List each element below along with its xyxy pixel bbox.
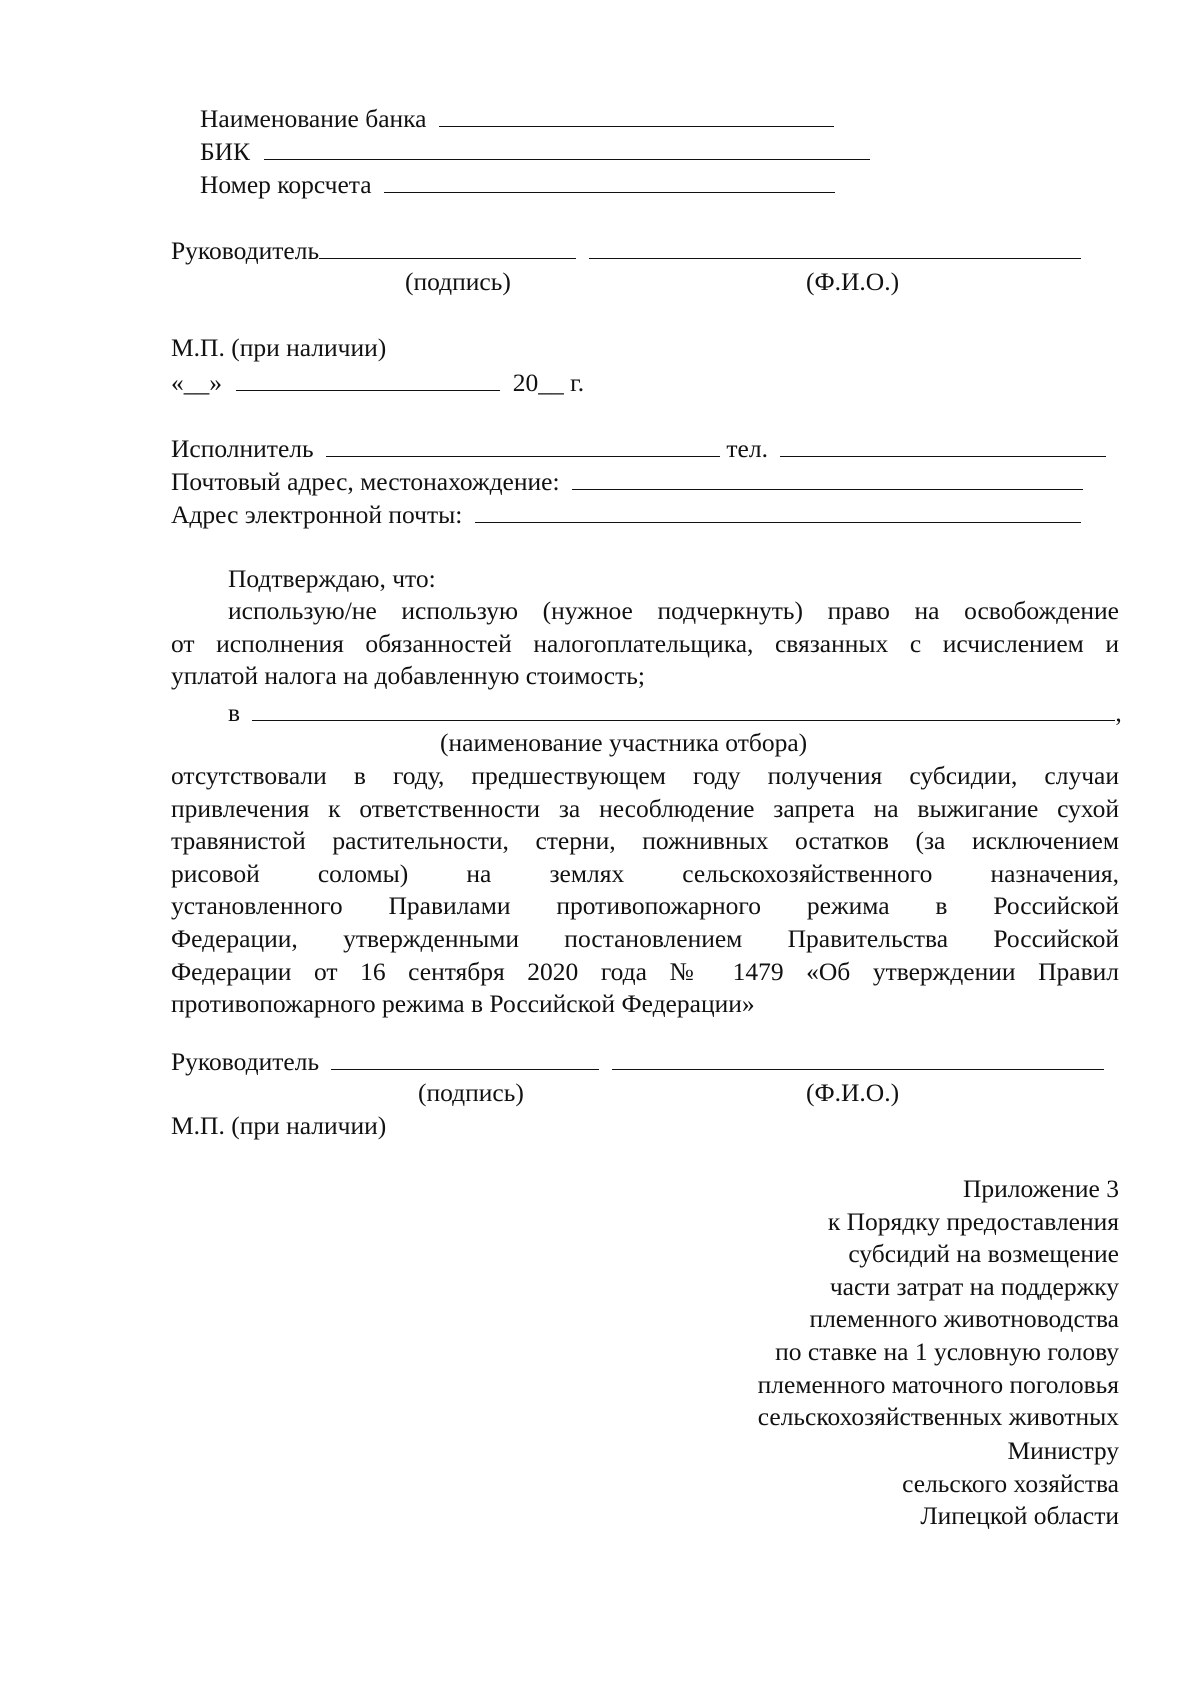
phone-field[interactable] xyxy=(780,430,1106,457)
date-day: «__» xyxy=(171,368,222,397)
vat-line: уплатой налога на добавленную стоимость; xyxy=(171,661,645,691)
appendix-line: к Порядку предоставления xyxy=(827,1206,1119,1236)
corr-account-row xyxy=(200,166,835,201)
fire-line: травянистой растительности, стерни, пожнивных остатков (за исключением xyxy=(171,826,1119,856)
appendix-line: Приложение 3 xyxy=(963,1174,1119,1203)
vat-line: от исполнения обязанностей налогоплательщика, связанных с исчислением и xyxy=(171,628,1119,658)
signature-caption-2: (подпись) xyxy=(418,1078,524,1107)
appendix-line: по ставке на 1 условную голову xyxy=(775,1336,1119,1366)
head-signature-row xyxy=(171,232,1081,267)
head-label: Руководитель xyxy=(171,236,320,265)
fio-caption-2: (Ф.И.О.) xyxy=(806,1078,900,1107)
date-row xyxy=(171,364,584,399)
fire-line: противопожарного режима в Российской Федерации» xyxy=(171,989,755,1019)
signature-caption: (подпись) xyxy=(405,267,511,296)
bank-name-field[interactable] xyxy=(439,100,834,127)
confirmation-intro: Подтверждаю, что: xyxy=(228,564,436,593)
appendix-line: сельскохозяйственных животных xyxy=(757,1402,1119,1432)
signature-field[interactable] xyxy=(319,232,576,259)
stamp-label: М.П. (при наличии) xyxy=(171,333,387,362)
bank-name-label: Наименование банка xyxy=(200,104,427,133)
postal-label: Почтовый адрес, местонахождение: xyxy=(171,467,560,496)
fire-paragraph xyxy=(171,760,1119,1021)
executor-label: Исполнитель xyxy=(171,434,314,463)
email-label: Адрес электронной почты: xyxy=(171,500,463,529)
in-prefix: в xyxy=(228,698,241,727)
executor-field[interactable] xyxy=(326,430,720,457)
vat-line: использую/не использую (нужное подчеркнуть) право на освобождение xyxy=(228,596,1119,625)
fire-line: установленного Правилами противопожарного режима в Российской xyxy=(171,891,1119,921)
fio-field[interactable] xyxy=(589,232,1081,259)
stamp-label-2: М.П. (при наличии) xyxy=(171,1111,387,1140)
fire-line: Федерации от 16 сентября 2020 года № 1479 «Об утверждении Правил xyxy=(171,956,1119,986)
date-year: 20__ г. xyxy=(512,368,585,397)
appendix-line: племенного животноводства xyxy=(809,1304,1119,1334)
appendix-block xyxy=(758,1173,1119,1434)
addressee-line: Липецкой области xyxy=(920,1501,1119,1531)
postal-field[interactable] xyxy=(572,463,1083,490)
head-signature-row-2 xyxy=(171,1043,1104,1078)
participant-caption: (наименование участника отбора) xyxy=(440,728,808,757)
fire-line: рисовой соломы) на землях сельскохозяйственного назначения, xyxy=(171,858,1119,888)
bank-name-row xyxy=(200,100,834,135)
fire-line: отсутствовали в году, предшествующем году получения субсидии, случаи xyxy=(171,761,1119,790)
corr-account-label: Номер корсчета xyxy=(200,170,372,199)
email-row xyxy=(171,496,1081,531)
phone-label: тел. xyxy=(726,434,768,463)
email-field[interactable] xyxy=(475,496,1081,523)
signature-field-2[interactable] xyxy=(331,1043,599,1070)
bik-label: БИК xyxy=(200,137,251,166)
fire-line: Федерации, утвержденными постановлением Правительства Российской xyxy=(171,923,1119,953)
participant-row xyxy=(228,694,1122,729)
bik-field[interactable] xyxy=(264,133,870,160)
vat-paragraph xyxy=(171,595,1119,693)
appendix-line: племенного маточного поголовья xyxy=(757,1369,1119,1399)
addressee-line: Министру xyxy=(1007,1436,1119,1465)
addressee-block xyxy=(902,1435,1119,1533)
participant-field[interactable] xyxy=(252,694,1115,721)
head-label: Руководитель xyxy=(171,1047,320,1076)
in-suffix: , xyxy=(1115,698,1122,727)
fire-line: привлечения к ответственности за несоблюдение запрета на выжигание сухой xyxy=(171,793,1119,823)
addressee-line: сельского хозяйства xyxy=(902,1468,1119,1498)
appendix-line: части затрат на поддержку xyxy=(829,1271,1119,1301)
executor-row xyxy=(171,430,1106,465)
corr-account-field[interactable] xyxy=(384,166,835,193)
appendix-line: субсидий на возмещение xyxy=(848,1239,1119,1269)
fio-field-2[interactable] xyxy=(612,1043,1104,1070)
bik-row xyxy=(200,133,870,168)
fio-caption: (Ф.И.О.) xyxy=(806,267,900,296)
postal-row xyxy=(171,463,1083,498)
date-month-field[interactable] xyxy=(236,364,500,391)
